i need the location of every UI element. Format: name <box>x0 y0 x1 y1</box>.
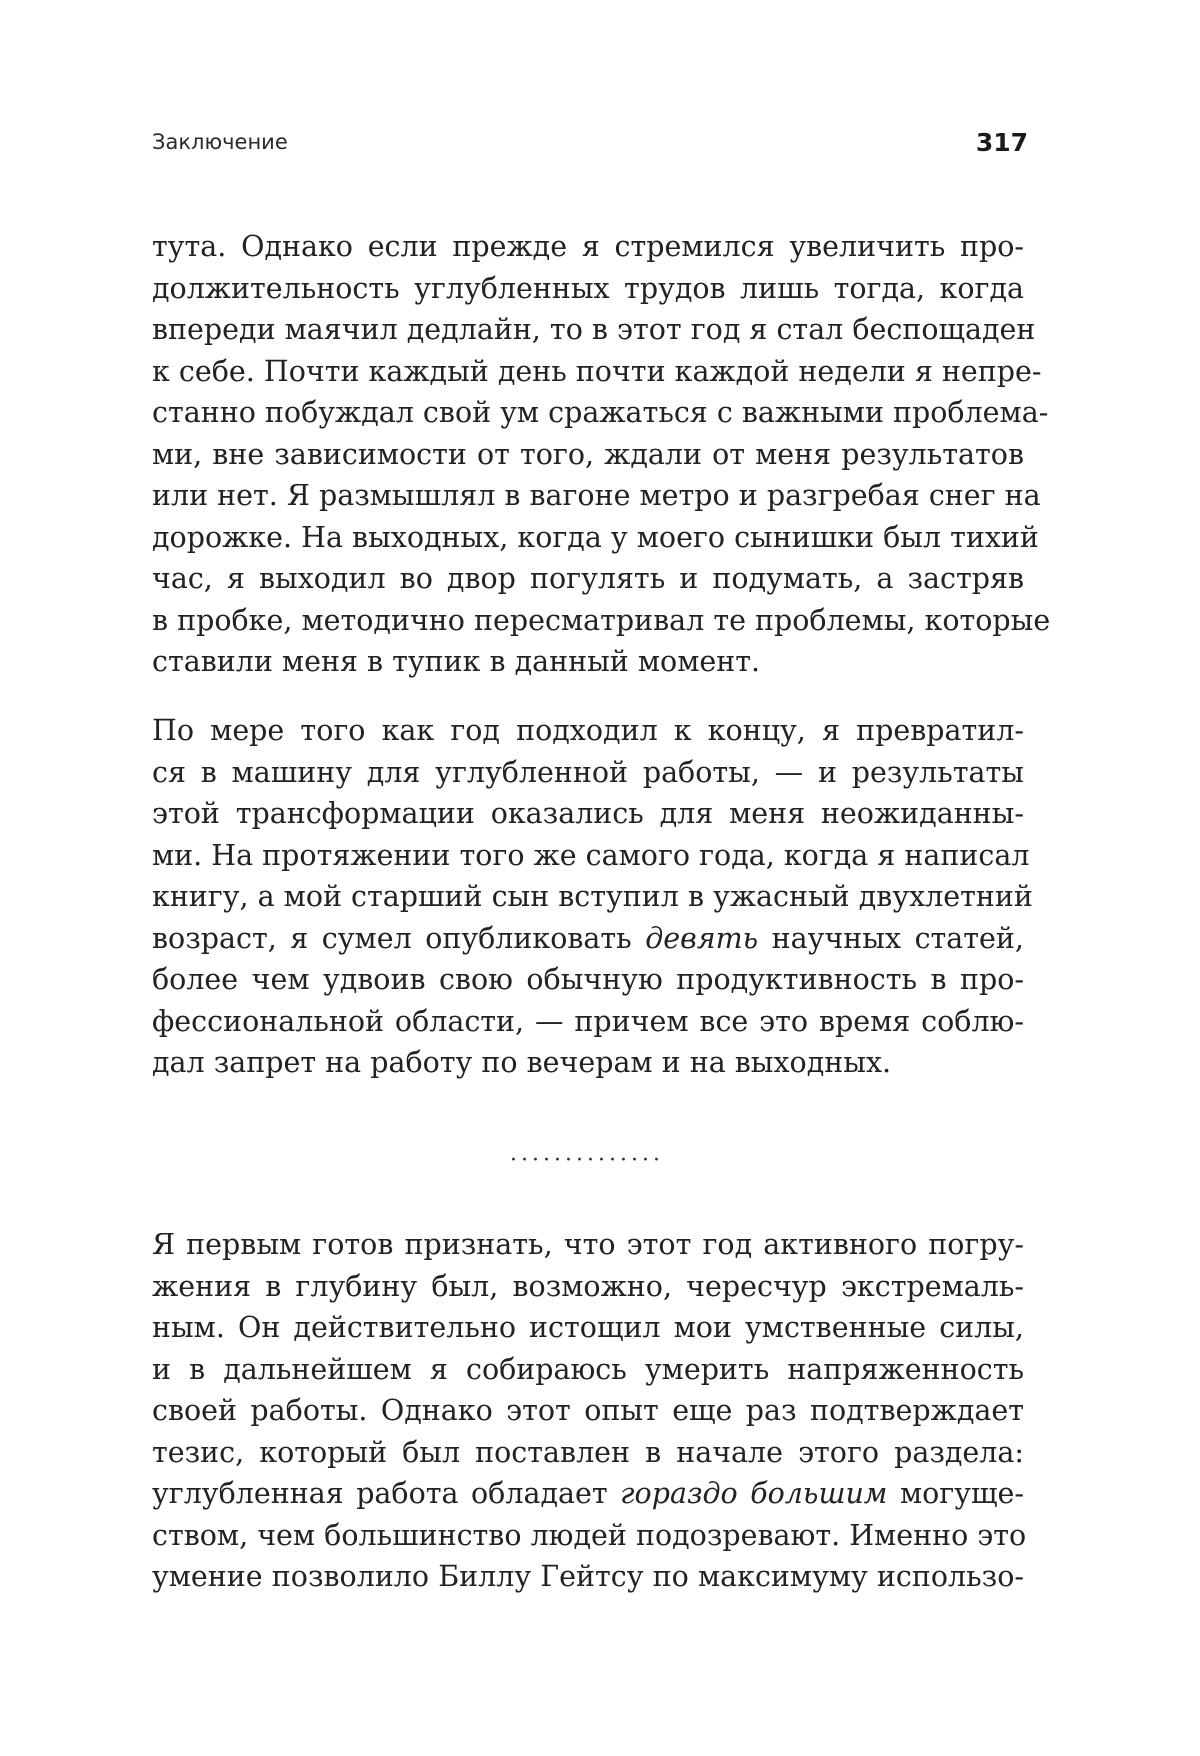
text-line: или нет. Я размышлял в вагоне метро и разгребая снег на <box>152 479 1041 512</box>
text-line-with-emphasis <box>152 1473 1024 1515</box>
text-line: ми. На протяжении того же самого года, когда я написал <box>152 838 1030 872</box>
text-line: дорожке. На выходных, когда у моего сынишки был тихий <box>152 520 1039 554</box>
text-line: книгу, а мой старший сын вступил в ужасный двухлетний <box>152 880 1033 913</box>
text-line: дал запрет на работу по вечерам и на выходных. <box>152 1046 892 1079</box>
text-line: ставили меня в тупик в данный момент. <box>152 645 761 678</box>
text-line: По мере того как год подходил к концу, я превратил- <box>152 714 1024 747</box>
text-line: фессиональной области, — причем все это время соблю- <box>152 1004 1024 1038</box>
text-line: должительность углубленных трудов лишь тогда, когда <box>152 271 1024 305</box>
text-line: к себе. Почти каждый день почти каждой недели я непре- <box>152 354 1042 388</box>
text-line: более чем удвоив свою обычную продуктивность в про- <box>152 963 1024 996</box>
text-line: ся в машину для углубленной работы, — и результаты <box>152 755 1024 789</box>
paragraph-3 <box>152 1224 1027 1598</box>
text-line: своей работы. Однако этот опыт еще раз подтверждает <box>152 1394 1024 1427</box>
paragraph-2 <box>152 710 1033 1084</box>
text-line: и в дальнейшем я собираюсь умерить напряженность <box>152 1352 1024 1386</box>
text-line: тезис, который был поставлен в начале этого раздела: <box>152 1435 1024 1469</box>
emphasis-text: гораздо большим <box>620 1477 888 1510</box>
text-line: час, я выходил во двор погулять и подумать, а застряв <box>152 562 1024 595</box>
text-line: тута. Однако если прежде я стремился увеличить про- <box>152 230 1024 263</box>
section-separator: ·············· <box>510 1148 664 1173</box>
page-header <box>152 128 1028 162</box>
text-line: умение позволило Биллу Гейтсу по максимуму использо- <box>152 1560 1024 1593</box>
text-segment: углубленная работа обладает <box>152 1477 621 1510</box>
page-number: 317 <box>975 128 1028 157</box>
text-line: этой трансформации оказались для меня неожиданны- <box>152 797 1024 830</box>
text-line: станно побуждал свой ум сражаться с важными проблема- <box>152 396 1049 429</box>
text-segment: научных статей, <box>758 921 1024 955</box>
paragraph-1 <box>152 226 1051 683</box>
text-line: в пробке, методично пересматривал те проблемы, которые <box>152 603 1051 637</box>
text-line: Я первым готов признать, что этот год активного погру- <box>152 1228 1024 1261</box>
text-segment: могуще- <box>887 1477 1024 1510</box>
emphasis-text: девять <box>645 921 759 955</box>
text-line: ным. Он действительно истощил мои умственные силы, <box>152 1311 1024 1344</box>
text-line-with-emphasis <box>152 918 1024 960</box>
running-head: Заключение <box>152 130 288 154</box>
text-line: ми, вне зависимости от того, ждали от меня результатов <box>152 437 1024 471</box>
text-line: впереди маячил дедлайн, то в этот год я стал беспощаден <box>152 313 1036 346</box>
text-line: жения в глубину был, возможно, чересчур экстремаль- <box>152 1269 1024 1303</box>
text-line: ством, чем большинство людей подозревают. Именно это <box>152 1518 1027 1552</box>
text-segment: возраст, я сумел опубликовать <box>152 921 646 955</box>
